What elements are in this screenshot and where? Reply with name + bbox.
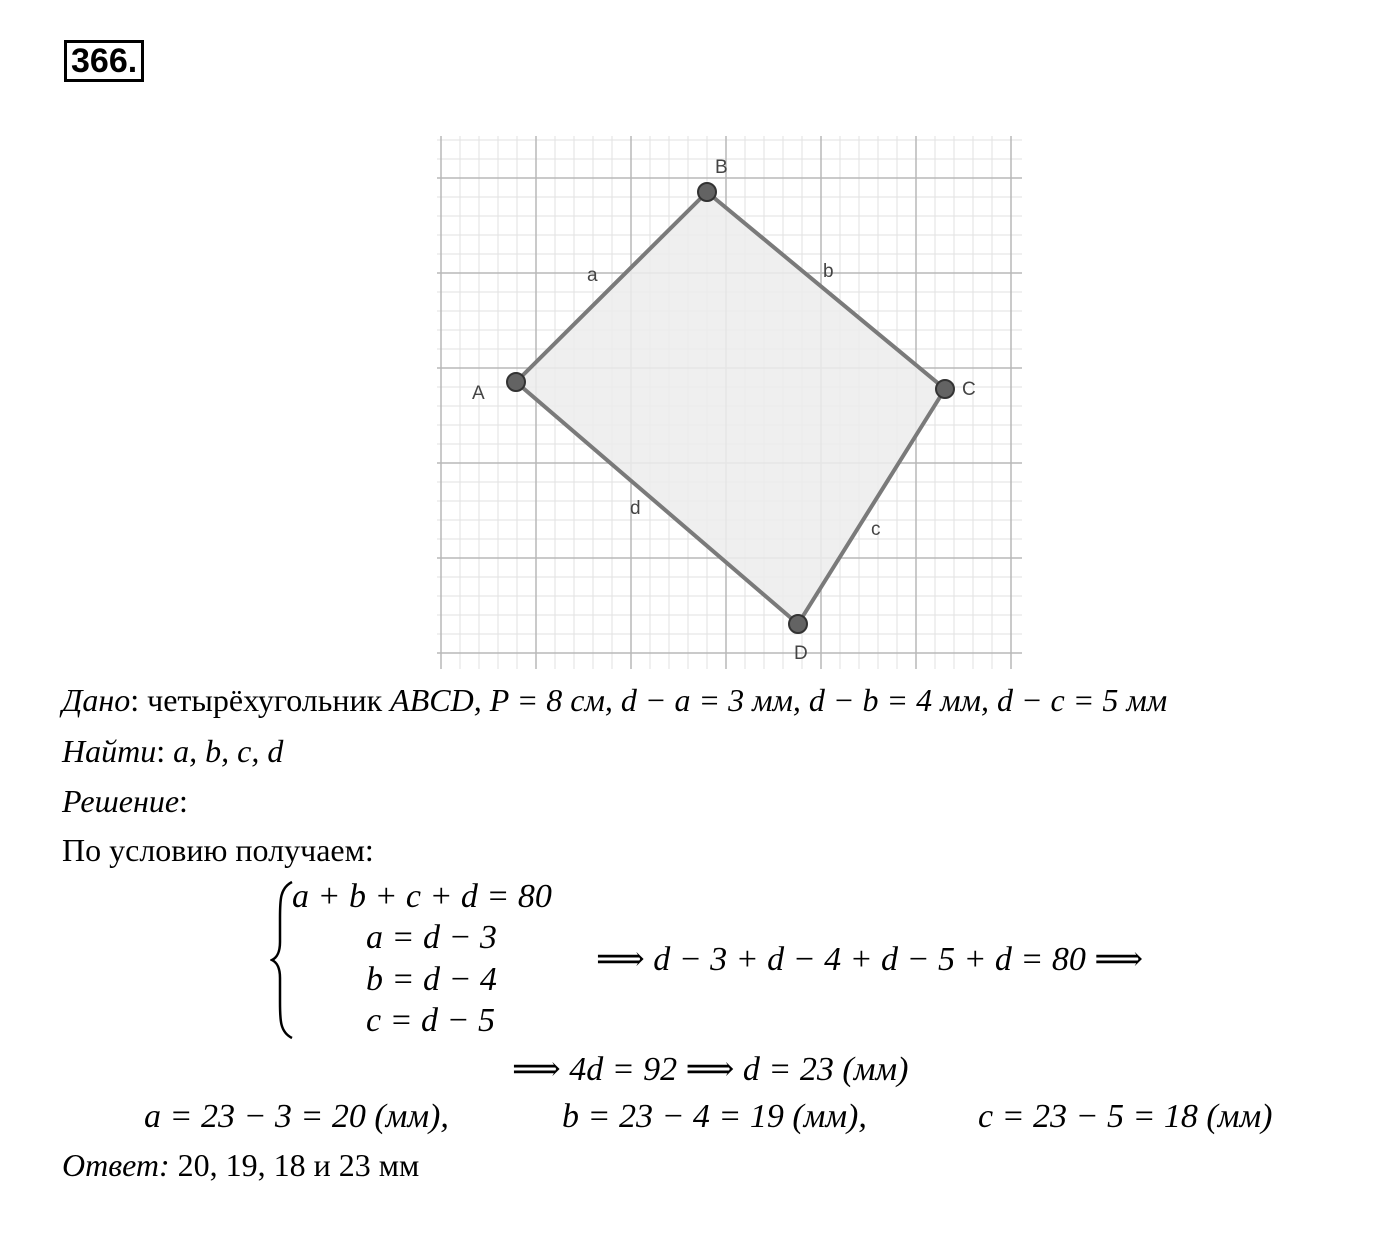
side-label-c: c <box>871 519 881 540</box>
result-c: c = 23 − 5 = 18 (мм) <box>978 1098 1273 1135</box>
given-line <box>62 682 1167 719</box>
vertex-label-a: A <box>472 383 485 404</box>
given-text: : четырёхугольник <box>130 682 391 718</box>
system-eq-3: b = d − 4 <box>366 961 497 998</box>
find-label: Найти <box>62 733 157 769</box>
find-line: Найти: a, b, c, d <box>62 733 284 769</box>
vertex-b <box>698 183 716 201</box>
answer-line <box>62 1147 419 1184</box>
system-eq-1: a + b + c + d = 80 <box>292 878 552 915</box>
result-a: a = 23 − 3 = 20 (мм), <box>144 1098 449 1135</box>
system-eq-4: c = d − 5 <box>366 1002 495 1039</box>
side-label-b: b <box>823 261 834 282</box>
answer-label: Ответ: <box>62 1147 170 1183</box>
vertex-c <box>936 380 954 398</box>
implication-1: ⟹ d − 3 + d − 4 + d − 5 + d = 80 ⟹ <box>596 941 1144 978</box>
problem-number: 366. <box>64 40 144 82</box>
given-formula: ABCD, P = 8 см, d − a = 3 мм, d − b = 4 мм, d − c = 5 мм <box>390 682 1168 718</box>
equation-system <box>270 878 610 1043</box>
solution-intro: По условию получаем: <box>62 832 374 868</box>
quadrilateral-figure <box>437 136 1027 676</box>
side-label-d: d <box>630 498 641 519</box>
implication-2: ⟹ 4d = 92 ⟹ d = 23 (мм) <box>512 1051 909 1088</box>
vertex-d <box>789 615 807 633</box>
find-formula: a, b, c, d <box>173 733 284 769</box>
vertex-label-c: C <box>962 379 976 400</box>
vertex-label-d: D <box>794 643 808 664</box>
result-b: b = 23 − 4 = 19 (мм), <box>562 1098 867 1135</box>
given-label: Дано <box>62 682 131 718</box>
quadrilateral-abcd <box>516 192 945 624</box>
vertex-a <box>507 373 525 391</box>
side-label-a: a <box>587 265 598 286</box>
system-eq-2: a = d − 3 <box>366 919 497 956</box>
solution-label: Решение <box>62 783 180 819</box>
vertex-label-b: B <box>715 157 728 178</box>
solution-line: Решение: <box>62 783 188 819</box>
answer-text: 20, 19, 18 и 23 мм <box>169 1147 420 1183</box>
